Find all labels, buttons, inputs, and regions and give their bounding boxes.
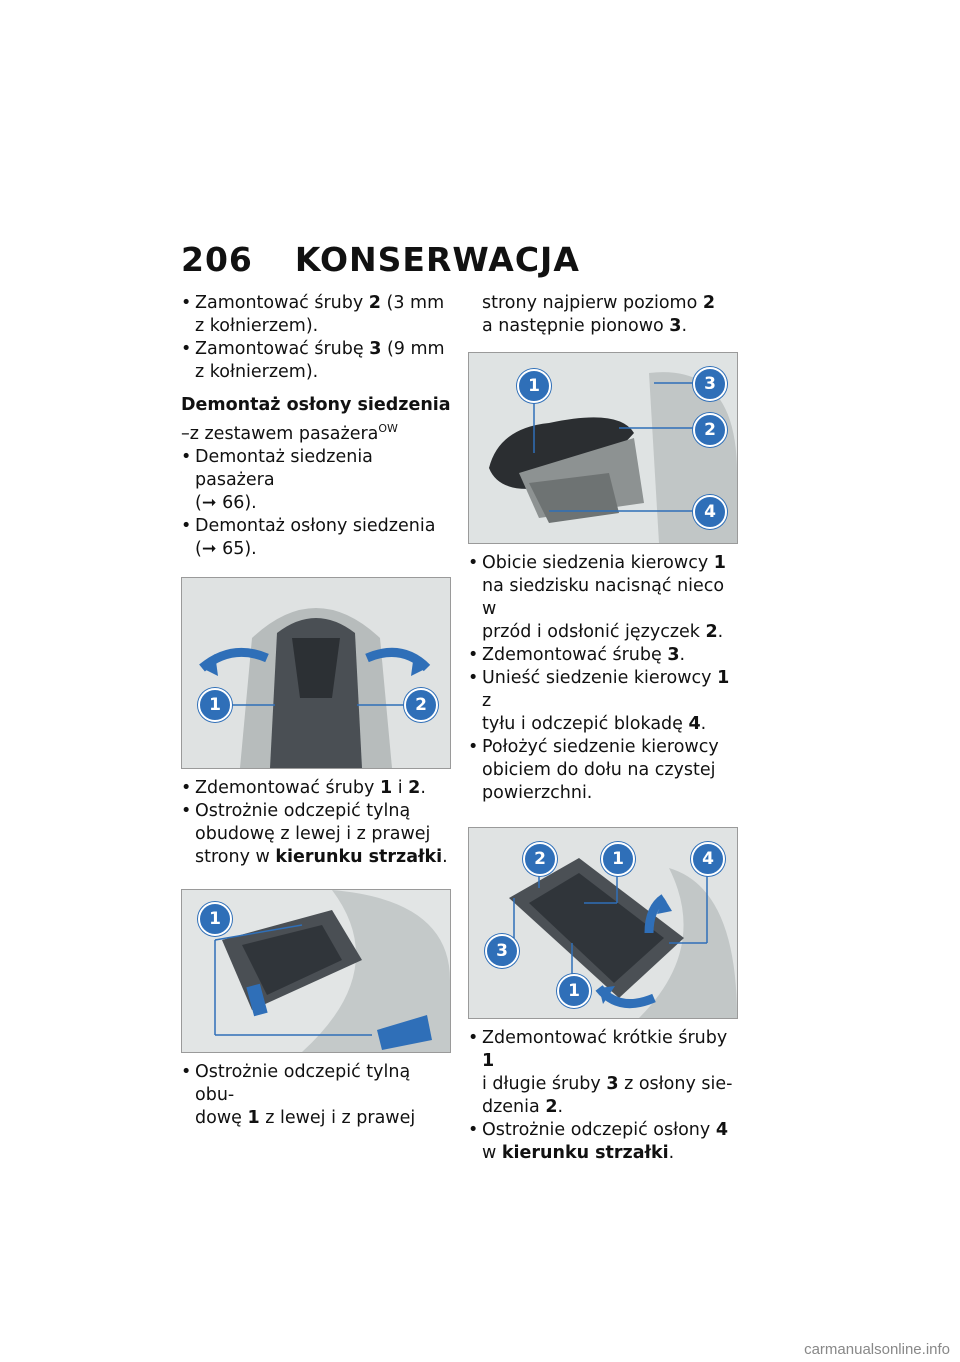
step-detach-rear-housing: • Ostrożnie odczepić tylną obudowę z lewej i z prawej strony w kierunku strzałki. [181, 800, 451, 869]
callout-4: 4 [693, 495, 727, 529]
step-remove-short-long-screws: • Zdemontować krótkie śruby 1 i długie śruby 3 z osłony sie- dzenia 2. [468, 1027, 738, 1119]
figure-rear-housing-side [181, 889, 451, 1053]
continuation-text: strony najpierw poziomo 2 a następnie pionowo 3. [482, 293, 716, 336]
right-column [468, 292, 738, 1165]
callout-1: 1 [198, 902, 232, 936]
page-number: 206 [181, 240, 253, 279]
figure-rider-seat [468, 352, 738, 544]
subheading: Demontaż osłony siedzenia [181, 395, 451, 415]
step-remove-screw-3: • Zdemontować śrubę 3. [468, 644, 738, 667]
step-mount-screws-2: • Zamontować śruby 2 (3 mm z kołnierzem). [181, 292, 451, 338]
page-header [181, 240, 580, 280]
step-remove-seat-cover: • Demontaż osłony siedzenia (➞ 65). [181, 515, 451, 561]
step-lift-rider-seat: • Unieść siedzenie kierowcy 1 z tyłu i odczepić blokadę 4. [468, 667, 738, 736]
callout-3: 3 [485, 934, 519, 968]
callout-2: 2 [693, 413, 727, 447]
callout-2: 2 [523, 842, 557, 876]
figure-rear-cover-top [181, 577, 451, 769]
left-column [181, 292, 451, 1130]
callout-3: 3 [693, 367, 727, 401]
rear-cover-illustration [182, 578, 450, 768]
callout-1: 1 [601, 842, 635, 876]
arrow-icon: ➞ [201, 538, 217, 559]
step-press-seat-cover: • Obicie siedzenia kierowcy 1 na siedzisku nacisnąć nieco w przód i odsłonić języczek 2. [468, 552, 738, 644]
step-place-seat: • Położyć siedzenie kierowcy obiciem do dołu na czystej powierzchni. [468, 736, 738, 805]
callout-4: 4 [691, 842, 725, 876]
subline: –z zestawem pasażera$^{OW}$ [181, 422, 398, 444]
watermark: carmanualsonline.info [804, 1341, 950, 1358]
step-remove-screws-1-2: • Zdemontować śruby 1 i 2. [181, 777, 451, 800]
step-detach-housing-1: • Ostrożnie odczepić tylną obu- dowę 1 z lewej i z prawej [181, 1061, 451, 1130]
callout-1: 1 [198, 688, 232, 722]
callout-1: 1 [517, 369, 551, 403]
step-remove-passenger-seat: • Demontaż siedzenia pasażera (➞ 66). [181, 446, 451, 515]
figure-seat-cover-screws [468, 827, 738, 1019]
callout-2: 2 [404, 688, 438, 722]
arrow-icon: ➞ [201, 492, 217, 513]
step-mount-screw-3: • Zamontować śrubę 3 (9 mm z kołnierzem). [181, 338, 451, 384]
section-title: KONSERWACJA [294, 240, 580, 279]
callout-1: 1 [557, 974, 591, 1008]
step-detach-covers-4: • Ostrożnie odczepić osłony 4 w kierunku strzałki. [468, 1119, 738, 1165]
